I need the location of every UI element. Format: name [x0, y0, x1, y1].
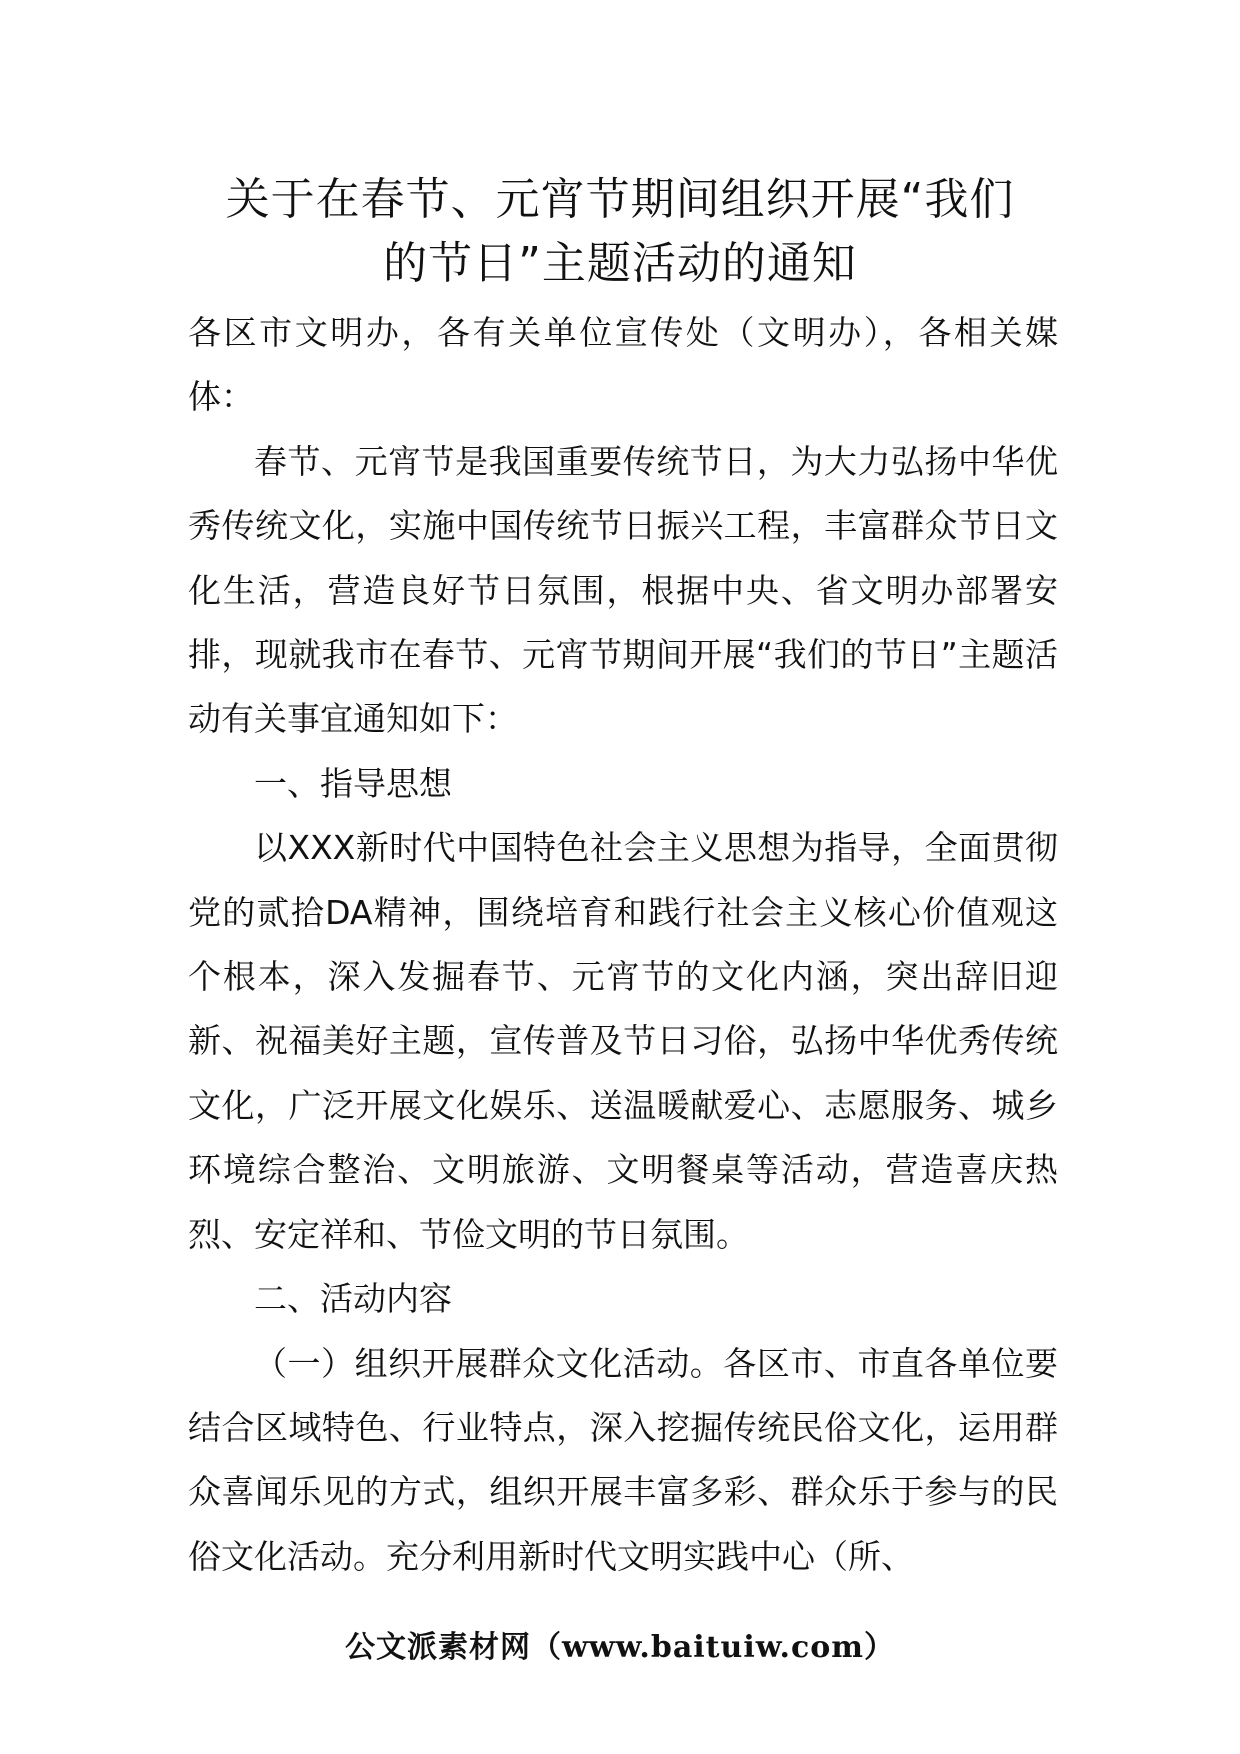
- section-heading-activity-content: 二、活动内容: [254, 1279, 452, 1319]
- guiding-ideology-paragraph: 以XXX新时代中国特色社会主义思想为指导，全面贯彻党的贰拾DA精神，围绕培育和践行社会主义核心价值观这个根本，深入发掘春节、元宵节的文化内涵，突出辞旧迎新、祝福美好主题，宣传普及节日习俗，弘扬中华优秀传统文化，广泛开展文化娱乐、送温暖献爱心、志愿服务、城乡环境综合整治、文明旅游、文明餐桌等活动，营造喜庆热烈、安定祥和、节俭文明的节日氛围。: [188, 828, 1058, 1254]
- document-body: [188, 301, 1058, 1589]
- activity-item-1-paragraph: （一）组织开展群众文化活动。各区市、市直各单位要结合区域特色、行业特点，深入挖掘传统民俗文化，运用群众喜闻乐见的方式，组织开展丰富多彩、群众乐于参与的民俗文化活动。充分利用新时代文明实践中心（所、: [188, 1343, 1058, 1576]
- footer-watermark: 公文派素材网（www.baituiw.com）: [344, 1630, 896, 1665]
- title-line-2: 的节日”主题活动的通知: [383, 238, 857, 289]
- title-line-1: 关于在春节、元宵节期间组织开展“我们: [225, 174, 1015, 225]
- salutation-paragraph: 各区市文明办，各有关单位宣传处（文明办），各相关媒体：: [188, 313, 1058, 417]
- section-heading-guiding-ideology: 一、指导思想: [254, 763, 452, 803]
- document-title: [150, 168, 1090, 296]
- intro-paragraph: 春节、元宵节是我国重要传统节日，为大力弘扬中华优秀传统文化，实施中国传统节日振兴工程，丰富群众节日文化生活，营造良好节日氛围，根据中央、省文明办部署安排，现就我市在春节、元宵节期间开展“我们的节日”主题活动有关事宜通知如下：: [188, 441, 1058, 739]
